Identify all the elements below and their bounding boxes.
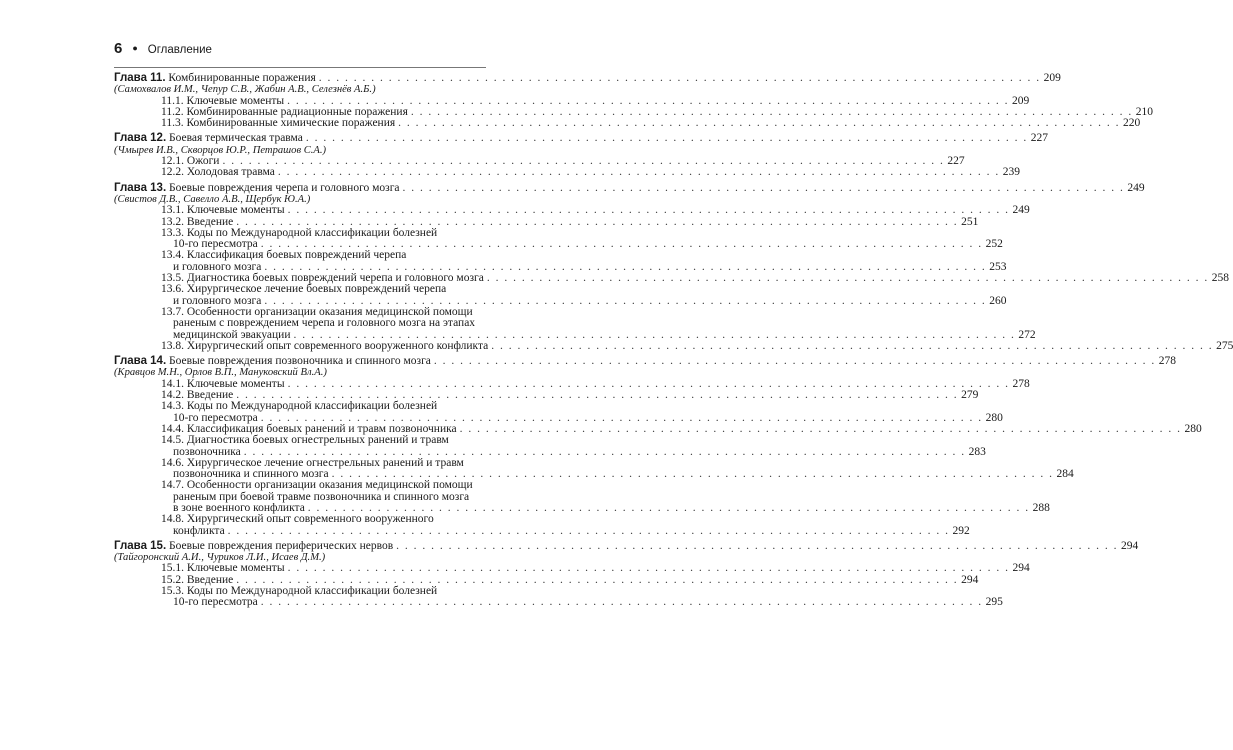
chapter-heading[interactable]	[114, 181, 1145, 194]
toc-chapter	[114, 539, 1139, 609]
toc-section[interactable]	[114, 117, 1141, 130]
chapter-label: Глава 11.	[114, 72, 166, 84]
section-page-number: 278	[1012, 377, 1030, 390]
toc-section[interactable]	[114, 400, 1003, 424]
section-title: 14.7. Особенности организации оказания медицинской помощи	[161, 479, 473, 492]
section-page-number: 260	[989, 294, 1007, 307]
dot-leader	[403, 183, 1125, 194]
section-title: и головного мозга	[173, 260, 262, 273]
section-title: 10-го пересмотра	[173, 238, 258, 251]
chapter-page-number: 249	[1127, 181, 1145, 194]
section-line	[114, 204, 1030, 217]
chapter-page-number: 209	[1043, 72, 1061, 84]
section-title: 12.1. Ожоги	[161, 155, 220, 168]
section-title: раненым с повреждением черепа и головного мозга на этапах	[173, 317, 476, 330]
section-line	[114, 117, 1141, 130]
toc-section[interactable]	[114, 434, 986, 458]
section-page-number: 279	[961, 389, 979, 402]
section-title: 10-го пересмотра	[173, 411, 258, 424]
toc-section[interactable]	[114, 456, 1074, 481]
section-page-number: 209	[1012, 94, 1030, 107]
section-title: 13.6. Хирургическое лечение боевых повреждений черепа	[161, 283, 447, 296]
chapter-label: Глава 12.	[114, 132, 167, 145]
chapter-title-wrap	[114, 73, 316, 84]
section-page-number: 227	[947, 155, 965, 168]
table-of-contents	[114, 72, 1233, 609]
section-page-number: 253	[989, 260, 1007, 273]
section-line	[114, 339, 1233, 352]
section-title: 15.1. Ключевые моменты	[161, 562, 285, 575]
toc-section[interactable]	[114, 479, 1050, 514]
dot-leader	[288, 205, 1010, 216]
toc-section[interactable]	[114, 204, 1030, 217]
section-page-number: 272	[1018, 328, 1036, 341]
toc-section[interactable]	[114, 585, 1003, 609]
section-title: 14.3. Коды по Международной классификации болезней	[161, 400, 438, 413]
chapter-authors: (Самохвалов И.М., Чепур С.В., Жабин А.В., Селезнёв А.Б.)	[114, 84, 376, 96]
section-title: и головного мозга	[173, 294, 262, 307]
chapter-title: Боевые повреждения позвоночника и спинного мозга	[169, 355, 431, 368]
dot-leader	[487, 273, 1209, 284]
section-title: позвоночника	[173, 445, 241, 458]
bullet-icon: ●	[132, 43, 138, 53]
section-title: 14.8. Хирургический опыт современного вооруженного	[161, 513, 434, 526]
chapter-label: Глава 15.	[114, 539, 167, 552]
section-title: 13.3. Коды по Международной классификации болезней	[161, 226, 438, 239]
chapter-authors: (Чмырев И.В., Скворцов Ю.Р., Петрашов С.А.)	[114, 144, 327, 156]
section-page-number: 292	[952, 524, 970, 537]
chapter-page-number: 278	[1158, 355, 1177, 368]
section-page-number: 284	[1056, 468, 1074, 481]
section-page-number: 283	[968, 445, 986, 458]
dot-leader	[460, 424, 1182, 435]
section-title: 14.1. Ключевые моменты	[161, 377, 285, 390]
chapter-heading[interactable]	[114, 539, 1139, 552]
chapter-heading[interactable]	[114, 132, 1048, 145]
toc-section[interactable]	[114, 513, 970, 537]
page-number: 6	[114, 40, 123, 57]
running-header	[114, 40, 212, 57]
dot-leader	[306, 133, 1028, 144]
dot-leader	[228, 526, 950, 537]
section-title: медицинской эвакуации	[173, 328, 291, 341]
section-page-number: 275	[1216, 339, 1233, 352]
section-page-number: 280	[985, 411, 1003, 424]
toc-section[interactable]	[114, 166, 1021, 179]
chapter-authors: (Кравцов М.Н., Орлов В.П., Мануковский Вл.А.)	[114, 367, 327, 379]
dot-leader	[491, 341, 1213, 352]
chapter-title-wrap	[114, 356, 431, 367]
toc-section[interactable]	[114, 226, 1003, 251]
running-title: Оглавление	[147, 44, 212, 56]
section-title: раненым при боевой травме позвоночника и спинного мозга	[173, 490, 470, 503]
section-title: 14.4. Классификация боевых ранений и травм позвоночника	[161, 422, 457, 435]
section-page-number: 294	[961, 573, 979, 586]
section-title: 10-го пересмотра	[173, 596, 258, 609]
section-title: 14.5. Диагностика боевых огнестрельных ранений и травм	[161, 434, 449, 447]
header-rule	[114, 67, 486, 68]
section-page-number: 239	[1002, 166, 1021, 179]
chapter-authors: (Свистов Д.В., Савелло А.В., Щербук Ю.А.)	[114, 193, 311, 205]
section-page-number: 210	[1135, 105, 1153, 118]
section-title: конфликта	[173, 524, 225, 537]
chapter-title: Комбинированные поражения	[168, 72, 316, 84]
section-line	[114, 524, 970, 537]
toc-chapter	[114, 72, 1153, 130]
chapter-title: Боевые повреждения черепа и головного мозга	[169, 181, 400, 194]
chapter-title-wrap	[114, 183, 400, 194]
dot-leader	[398, 118, 1120, 129]
dot-leader	[319, 73, 1041, 84]
toc-section[interactable]	[114, 249, 1007, 273]
toc-section[interactable]	[114, 305, 1036, 341]
section-title: 13.1. Ключевые моменты	[161, 204, 285, 217]
section-title: 13.2. Введение	[161, 215, 234, 228]
chapter-title-wrap	[114, 541, 393, 552]
chapter-title: Боевая термическая травма	[169, 132, 303, 145]
dot-leader	[278, 167, 1000, 178]
dot-leader	[434, 356, 1156, 367]
section-title: 13.5. Диагностика боевых повреждений черепа и головного мозга	[161, 272, 484, 285]
section-title: 14.6. Хирургическое лечение огнестрельных ранений и травм	[161, 456, 464, 469]
section-line	[114, 596, 1003, 609]
toc-section[interactable]	[114, 339, 1233, 352]
section-title: 11.3. Комбинированные химические поражения	[161, 117, 396, 130]
chapter-label: Глава 14.	[114, 355, 167, 368]
section-page-number: 249	[1012, 204, 1030, 217]
section-page-number: 252	[985, 238, 1003, 251]
section-title: 15.2. Введение	[161, 573, 234, 586]
toc-chapter	[114, 181, 1233, 352]
dot-leader	[396, 541, 1118, 552]
chapter-title-wrap	[114, 133, 303, 144]
toc-chapter	[114, 132, 1048, 179]
section-title: 13.8. Хирургический опыт современного вооруженного конфликта	[161, 339, 489, 352]
section-title: в зоне военного конфликта	[173, 501, 305, 514]
chapter-title: Боевые повреждения периферических нервов	[169, 539, 394, 552]
section-title: 12.2. Холодовая травма	[161, 166, 275, 179]
section-title: 15.3. Коды по Международной классификации болезней	[161, 585, 438, 598]
chapter-heading[interactable]	[114, 72, 1061, 84]
section-page-number: 220	[1123, 117, 1141, 130]
chapter-page-number: 294	[1121, 539, 1139, 552]
section-title: позвоночника и спинного мозга	[173, 468, 329, 481]
section-title: 11.2. Комбинированные радиационные поражения	[161, 105, 408, 118]
section-title: 13.4. Классификация боевых повреждений черепа	[161, 249, 407, 262]
chapter-page-number: 227	[1030, 132, 1048, 145]
section-title: 13.7. Особенности организации оказания медицинской помощи	[161, 305, 473, 318]
chapter-authors: (Тайгоронский А.И., Чуриков Л.И., Исаев Д.М.)	[114, 552, 326, 564]
section-line	[114, 166, 1021, 179]
section-page-number: 295	[985, 596, 1003, 609]
toc-chapter	[114, 355, 1202, 537]
section-page-number: 280	[1184, 422, 1202, 435]
section-title: 11.1. Ключевые моменты	[161, 94, 285, 107]
dot-leader	[261, 597, 983, 608]
chapter-heading[interactable]	[114, 355, 1177, 368]
chapter-label: Глава 13.	[114, 181, 167, 194]
section-page-number: 258	[1211, 272, 1229, 285]
section-page-number: 251	[961, 215, 979, 228]
section-page-number: 288	[1032, 501, 1050, 514]
section-page-number: 294	[1012, 562, 1030, 575]
section-title: 14.2. Введение	[161, 389, 234, 402]
toc-section[interactable]	[114, 283, 1007, 307]
